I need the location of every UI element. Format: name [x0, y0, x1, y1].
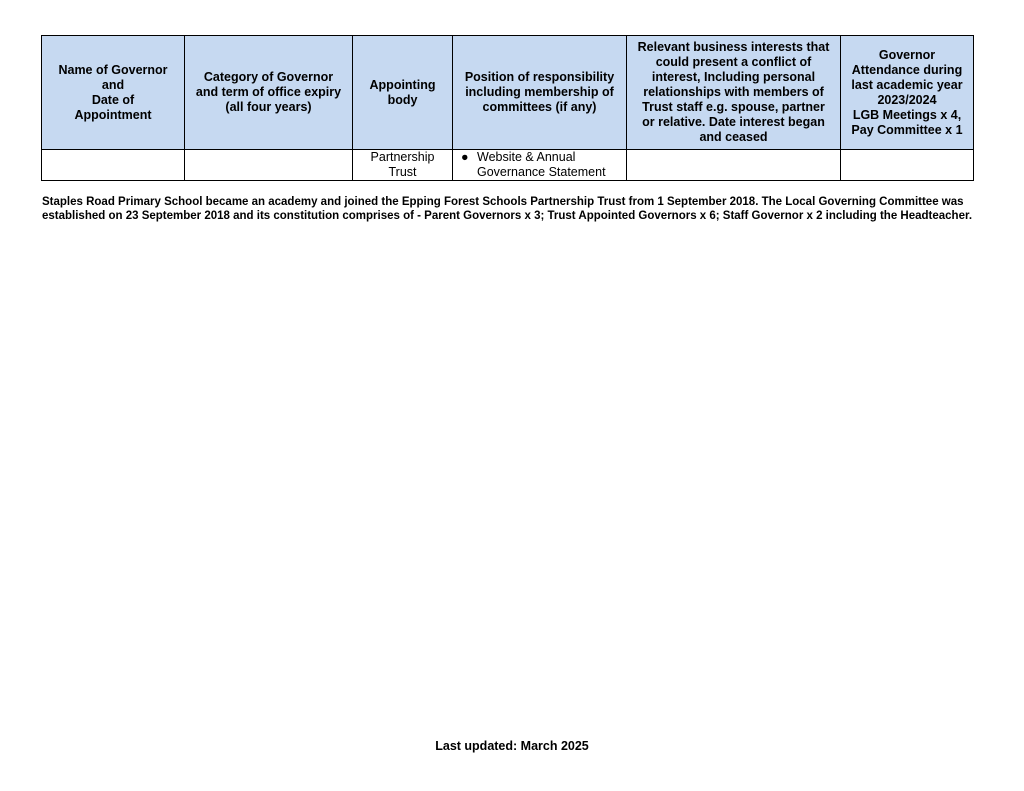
header-category-of-governor: Category of Governor and term of office expiry (all four years): [185, 36, 353, 150]
table-header-row: [42, 36, 974, 150]
last-updated: Last updated: March 2025: [435, 739, 589, 753]
cell-name: [42, 150, 185, 181]
header-position-of-responsibility: Position of responsibility including membership of committees (if any): [453, 36, 627, 150]
header-governor-attendance: Governor Attendance during last academic year 2023/2024 LGB Meetings x 4, Pay Committee x 1: [841, 36, 974, 150]
bullet-icon: ●: [461, 150, 469, 164]
cell-appointing-body: Partnership Trust: [353, 150, 453, 181]
position-list: [459, 150, 622, 180]
header-appointing-body: Appointing body: [353, 36, 453, 150]
header-name-of-governor: Name of Governor and Date of Appointment: [42, 36, 185, 150]
cell-business-interests: [627, 150, 841, 181]
list-item: ● Website & Annual Governance Statement: [461, 150, 606, 179]
cell-category: [185, 150, 353, 181]
cell-position: [453, 150, 627, 181]
governors-table: [41, 35, 974, 181]
academy-note: Staples Road Primary School became an academy and joined the Epping Forest Schools Partnership Trust from 1 September 2018. The Local Governing Committee was established on 23 September 2018 and its constitution comprises of - Parent Governors x 3; Trust Appointed Governors x 6; Staff Governor x 2 including the Headteacher.: [42, 196, 973, 222]
cell-attendance: [841, 150, 974, 181]
table-row: [42, 150, 974, 181]
header-business-interests: Relevant business interests that could present a conflict of interest, Including personal relationships with members of Trust staff e.g. spouse, partner or relative. Date interest began and ceased: [627, 36, 841, 150]
